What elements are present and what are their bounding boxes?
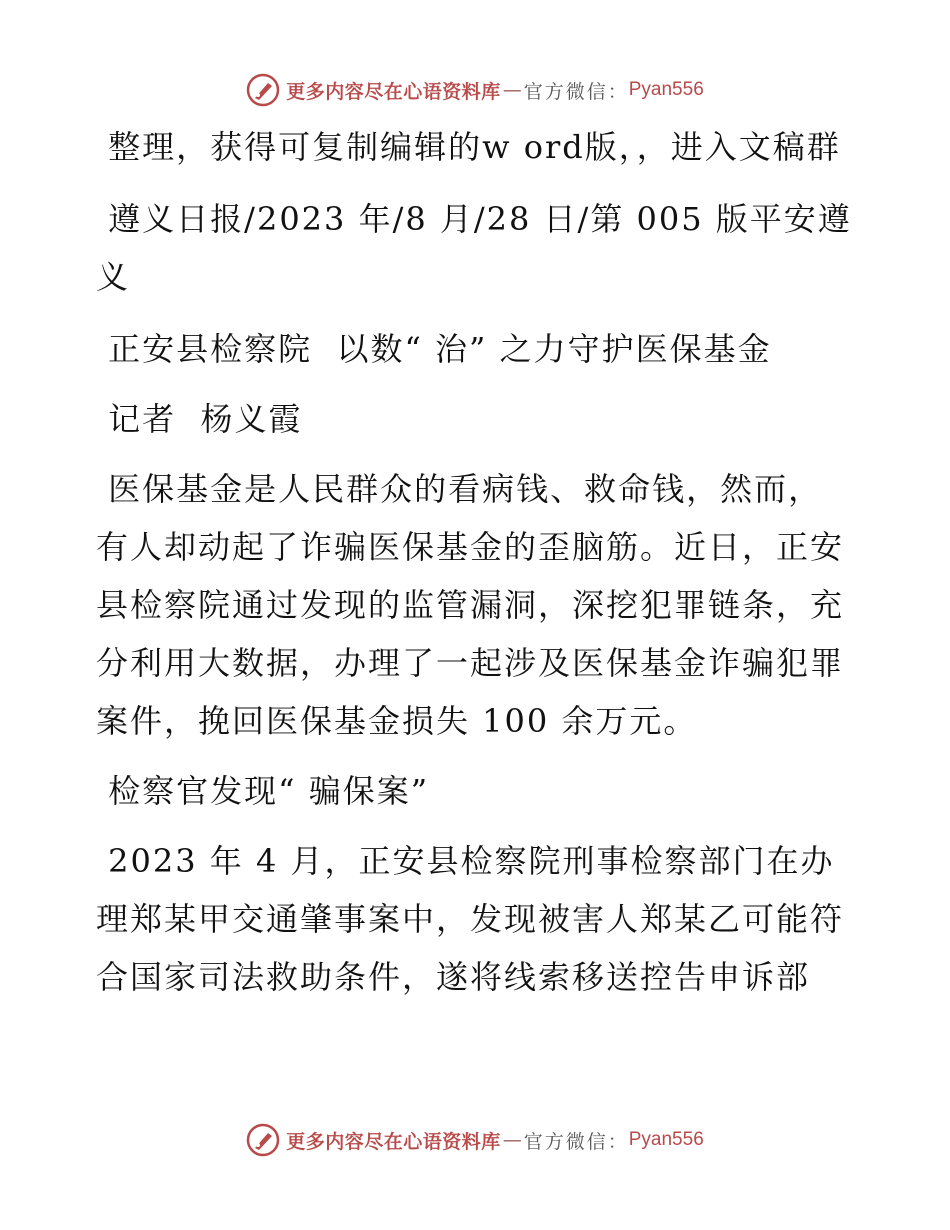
paragraph-intro: 整理，获得可复制编辑的w ord版，，进入文稿群 — [96, 128, 841, 166]
document-body — [96, 118, 856, 1006]
pen-logo-icon — [246, 1123, 280, 1157]
footer-watermark — [0, 1120, 950, 1160]
header-watermark — [0, 70, 950, 110]
watermark-wechat-label: 官方微信： — [523, 80, 629, 103]
watermark-wechat-label: 官方微信： — [523, 1130, 629, 1153]
section-heading: 检察官发现“ 骗保案” — [96, 772, 430, 810]
watermark-wechat-id: Pyan556 — [628, 79, 704, 100]
paragraph-source: 遵义日报/2023 年/8 月/28 日/第 005 版平安遵义 — [96, 200, 852, 296]
pen-logo-icon — [246, 73, 280, 107]
paragraph-lead: 医保基金是人民群众的看病钱、救命钱，然而，有人却动起了诈骗医保基金的歪脑筋。近日，正安县检察院通过发现的监管漏洞，深挖犯罪链条，充分利用大数据，办理了一起涉及医保基金诈骗犯罪案件，挽回医保基金损失 100 余万元。 — [96, 470, 845, 740]
watermark-wechat-id: Pyan556 — [628, 1129, 704, 1150]
article-title: 正安县检察院 以数“ 治” 之力守护医保基金 — [96, 330, 772, 368]
article-byline: 记者 杨义霞 — [96, 400, 303, 438]
paragraph-body: 2023 年 4 月，正安县检察院刑事检察部门在办理郑某甲交通肇事案中，发现被害人郑某乙可能符合国家司法救助条件，遂将线索移送控告申诉部 — [96, 842, 845, 996]
watermark-title: 更多内容尽在心语资料库 — [286, 1130, 501, 1153]
watermark-dash: — — [502, 79, 522, 101]
watermark-dash: — — [502, 1129, 522, 1151]
watermark-title: 更多内容尽在心语资料库 — [286, 80, 501, 103]
